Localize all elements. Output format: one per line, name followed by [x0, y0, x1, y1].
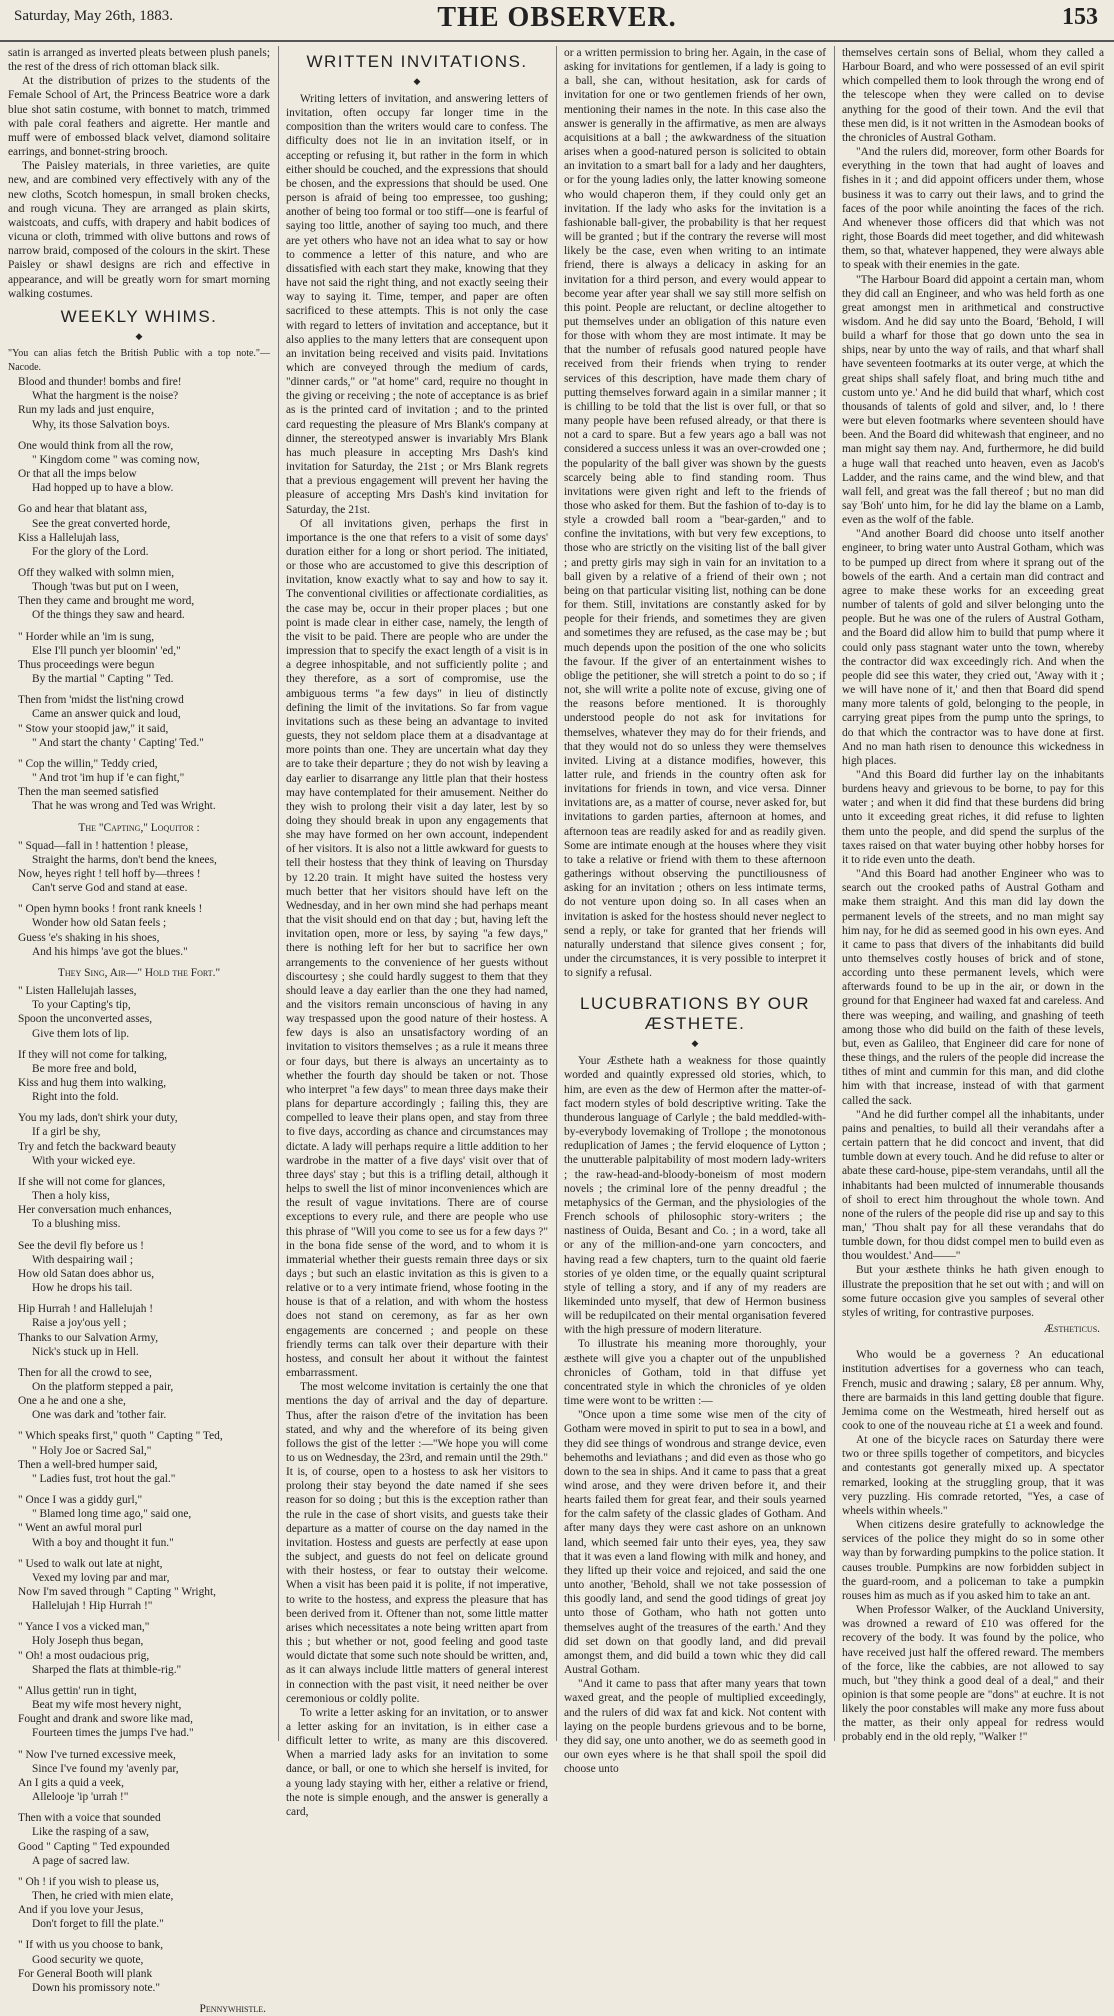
poem-stanza [18, 1748, 270, 1805]
article-paragraph: "And another Board did choose unto itself another engineer, to bring water unto Austral Gotham, which was to be pumped up direct from where it sprang out of the bowels of the earth. And a certain man did contract and agree to make these works for an exceeding great number of talents of gold and silver belonging unto the people. But he was one of the rulers of Austral Gotham, and the Board did allow him to build that pump where it could only pass stagnant water unto the town, whereby the contractor did wax exceedingly rich. And when the people did see this water, they cried out, 'Away with it ; we will have none of it,' and then that Board did spend many more talents of gold, belonging to the people, in carrying great pipes from the pump unto the springs, to do that which the contractor was to have done at first. And no man hath risen to denounce this wickedness in high places. [842, 528, 1104, 767]
poem-line: " Blamed long time ago," said one, [32, 1508, 192, 1521]
poem-line: " And trot 'im hup if 'e can fight," [32, 772, 185, 785]
poem-line: By the martial " Capting " Ted. [32, 673, 174, 686]
article-paragraph: The most welcome invitation is certainly the one that mentions the day of arrival and the day of departure. Thus, after the raison d'etre of the invitation has been stated, and why and the wherefore of its being given follows the gist of the letter :—"We hope you will come to us on Wednesday, the 23rd, and remain until the 29th." It is, of course, open to a hostess to ask her visitors to prolong their stay beyond the date named if she sees reason for so doing ; but this is the exception rather than the rule in the case of short visits, and guests take their departure as a matter of course on the day named in the invitation. Hostess and guests are perfectly at ease upon the subject, and guests do not feel on delicate ground with their hostess, or fear to outstay their welcome. When a visit has been paid it is polite, if not imperative, to write to the hostess, and express the pleasure that has been derived from it. Oftener than not, some little matter arises which necessitates a note being written apart from this ; but whether or not, good feeling and good taste would dictate that some such note should be written, and, as it can always include little matters of general interest in connection with the past visit, it need neither be over ceremonious or coldly polite. [286, 1381, 548, 1705]
poem-stanza [18, 1239, 270, 1296]
article-paragraph: To illustrate his meaning more thoroughly, your æsthete will give you a chapter out of the unpublished chronicles of Gotham, told in that diffuse yet concentrated style in which the chronicles of ye olden time were wont to be written :— [564, 1338, 826, 1408]
poem-line: Down his promissory note." [32, 1981, 161, 1994]
poem-line: How old Satan does abhor us, [18, 1267, 155, 1280]
poem-line: Though 'twas but put on I ween, [32, 581, 179, 594]
article-paragraph: "And this Board had another Engineer who was to search out the crooked paths of Austral Gotham and make them straight. And this man did lay down the permanent levels of the streets, and no man might say him nay, for he did as seemed good in his own eyes. And it came to pass that divers of the inhabitants did build unto themselves costly houses of brick and of stone, according unto these permanent levels, which were afterwards found to be up in the air, or down in the ground for that Engineer had waxed fat and careless. And there was weeping, and wailing, and gnashing of teeth among those who did build on the faith of these levels, but, even as Galileo, that Engineer did care for none of these things, and the rulers of the people did increase the tithes of mint and cummin for this man, and did clothe him with that increase, instead of with that garment called the sack. [842, 868, 1104, 1107]
article-paragraph: Of all invitations given, perhaps the first in importance is the one that refers to a visit of some days' duration either for a long or short period. The initiated, or those who are accustomed to give this description of invitation, know exactly what to say and how to say it. The conventional civilities or affectionate cordialities, as the case may be, occur in their proper places ; but one point is made clear in either case, namely, the length of the visit to be paid. There are people who are under the impression that to specify the exact length of a visit is in a degree inhospitable, and not sufficiently polite ; and they therefore, as a sort of compromise, use the ambiguous terms "a few days" in lieu of distinctly defining the limit of the invitations. So far from vague invitations such as these being an advantage to invited guests, they not seldom place them at a disadvantage at more points than one. They are uncertain what day they are to take their departure ; they do not wish by leaving a day earlier to disarrange any little plan that their hostess may have contemplated for their amusement. Neither do they wish to prolong their visit a day later, lest by so doing they should break in upon any engagements that she may have formed on her own account, independent of her visitors. It is also not a little awkward for guests to tell their hostess that they think of leaving on Thursday by 12.20 train. It might have suited the hostess very much better that her visitors should have left on the Wednesday, and in her own mind she had perhaps meant that the visit should end on that day ; but, having left the invitation open, more or less, by saying "a few days," there is nothing left for her but to sacrifice her own arrangements to the convenience of her guests without discourtesy ; she could hardly suggest to them that they should leave a day earlier than the one they had named, and the visitors remain unconscious of having in any way trespassed upon the good nature of their hostess. A few days is also an unsatisfactory wording of an invitation to visitors themselves ; as a rule it means three or four days, but there is always an uncertainty as to whether the fourth day should be taken or not. Those who interpret "a few days" to mean three days make their plans for departure accordingly ; failing this, they are compelled to leave their plans open, and stay from three to five days, according as chance and circumstances may dictate. A lady will perhaps require a little addition to her wardrobe in the matter of a five days' visit over that of three days' stay ; but this is a trifling detail, although it helps to swell the list of minor inconveniences which are the result of vague invitations. There are of course exceptions to every rule, and there are people who use this phrase of "Will you come to see us for a few days ?" in the bona fide sense of the word, and to whom it is immaterial whether their guests remain three days or six days ; but such an elastic invitation as this is given to a relative or to a very intimate friend, whose footing in the house is that of a relation, and with whom the hostess does not stand on ceremony, as far as her own engagements are concerned ; and people on these friendly terms can talk over their departure with their hostess, and consult her about it without the faintest embarrassment. [286, 517, 548, 1380]
article-signature: Æstheticus. [1043, 1323, 1100, 1336]
poem-part-3 [8, 984, 270, 1995]
poem-line: " Oh! a most oudacious prig, [18, 1649, 150, 1662]
divider-ornament: ◆ [135, 330, 143, 341]
poem-line: Of the things they saw and heard. [32, 609, 185, 622]
article-paragraph: themselves certain sons of Belial, whom they called a Harbour Board, and who were possessed of an evil spirit which compelled them to look through the wrong end of the telescope when they were called on to devise anything for the good of their town. And the evil that these men did, is it not written in the Asmodean books of the chronicles of Austral Gotham. [842, 47, 1104, 144]
column-1 [8, 46, 270, 2016]
poem-line: See the devil fly before us ! [18, 1239, 144, 1252]
poem-line: " Listen Hallelujah lasses, [18, 985, 137, 998]
poem-line: On the platform stepped a pair, [32, 1380, 174, 1393]
poem-stanza [18, 502, 270, 559]
poem-stanza [18, 693, 270, 750]
poem-line: " Ladies fust, trot hout the gal." [32, 1472, 176, 1485]
divider-ornament: ◆ [413, 76, 421, 86]
poem-line: Be more free and bold, [32, 1062, 137, 1075]
poem-line: " Kingdom come " was coming now, [32, 453, 200, 466]
poem-stanza [18, 1938, 270, 1995]
poem-stanza [18, 1111, 270, 1168]
poem-line: One was dark and 'tother fair. [32, 1409, 167, 1422]
poem-line: With a boy and thought it fun." [32, 1536, 174, 1549]
poem-stanza [18, 902, 270, 959]
poem-line: That he was wrong and Ted was Wright. [32, 800, 216, 813]
poem-line: Holy Joseph thus began, [32, 1635, 144, 1648]
poem-stanza [18, 1684, 270, 1741]
divider-ornament: ◆ [691, 1038, 699, 1049]
column-divider [556, 46, 557, 1741]
poem-line: Off they walked with solmn mien, [18, 567, 175, 579]
poem-line: If a girl be shy, [32, 1126, 101, 1139]
poem-line: You my lads, don't shirk your duty, [18, 1112, 178, 1125]
article-paragraph: satin is arranged as inverted pleats between plush panels; the rest of the dress of rich ottoman black silk. [8, 47, 270, 74]
poem-stanza [18, 1875, 270, 1932]
poem-epigraph: "You can alias fetch the British Public with a top note."—Nacode. [8, 347, 270, 373]
poem-line: Hip Hurrah ! and Hallelujah ! [18, 1303, 154, 1316]
poem-line: Allelooje 'ip 'urrah !" [32, 1791, 129, 1804]
poem-line: Now I'm saved through " Capting " Wright, [18, 1586, 216, 1598]
poem-stanza [18, 1302, 270, 1359]
poem-part-2 [8, 839, 270, 959]
poem-line: Right into the fold. [32, 1091, 119, 1104]
poem-stanza [18, 1429, 270, 1486]
poem-stanza [18, 1493, 270, 1550]
masthead-title: THE OBSERVER. [437, 2, 677, 33]
column-4 [842, 46, 1104, 1744]
poem-line: Then they came and brought me word, [18, 595, 195, 608]
lucubrations-heading: LUCUBRATIONS BY OUR ÆSTHETE. [579, 994, 811, 1034]
poem-line: " Holy Joe or Sacred Sal," [32, 1444, 152, 1457]
poem-line: " Once I was a giddy gurl," [18, 1494, 143, 1507]
poem-line: What the hargment is the noise? [32, 390, 179, 403]
poem-line: And his himps 'ave got the blues." [32, 945, 188, 958]
article-paragraph: The Paisley materials, in three varieties, are quite new, and are combined very effectively with any of the new cloths, Scotch homespun, in small broken checks, and rough vicuna. They are arranged as plain skirts, waistcoats, and cuffs, with drapery and habit bodices of vicuna or cloth, trimmed with olive buttons and rows of narrow braid, composed of the colours in the skirt. These Paisley or shawl designs are rich and effective in appearance, and will be greatly worn for smart morning walking costumes. [8, 160, 270, 300]
poem-line: Came an answer quick and loud, [32, 708, 181, 721]
poem-line: " If with us you choose to bank, [18, 1939, 164, 1952]
poem-line: " Used to walk out late at night, [18, 1557, 163, 1570]
poem-line: If she will not come for glances, [18, 1175, 166, 1188]
poem-line: Fourteen times the jumps I've had." [32, 1727, 194, 1740]
poem-line: " And start the chanty ' Capting' Ted." [32, 736, 204, 749]
poem-line: Blood and thunder! bombs and fire! [18, 376, 182, 389]
poem-line: Kiss a Hallelujah lass, [18, 531, 120, 544]
poem-line: One a he and one a she, [18, 1395, 126, 1408]
poem-line: Can't serve God and stand at ease. [32, 882, 188, 895]
poem-part-1 [8, 375, 270, 813]
poem-line: " Went an awful moral purl [18, 1522, 143, 1535]
written-invitations-heading: WRITTEN INVITATIONS. [306, 52, 528, 71]
article-paragraph: But your æsthete thinks he hath given enough to illustrate the preposition that he set out with ; and will on some future occasion give you samples of several other styles of writing, for contrastive purposes. [842, 1264, 1104, 1319]
poem-line: " Yance I vos a vicked man," [18, 1621, 150, 1634]
poem-line: Sharped the flats at thimble-rig." [32, 1663, 182, 1676]
poem-line: " Stow your stoopid jaw," it said, [18, 722, 169, 735]
article-paragraph: "And this Board did further lay on the inhabitants burdens heavy and grievous to be borne, to pay for this water ; and when it did find that these burdens did bring unto it exceeding great riches, it did refuse to lighten them unto the people, and did spend the surplus of the taxes raised on that water buying other hobby horses for it to ride even unto the death. [842, 768, 1104, 866]
poem-line: Good security we quote, [32, 1953, 144, 1966]
article-paragraph: "The Harbour Board did appoint a certain man, whom they did call an Engineer, and who was held forth as one great amongst men in arithmetical and constructive wisdom. And he did say unto the Board, 'Behold, I will build a wharf for those that go down unto the sea in ships, near by unto the way of rails, and that wharf shall have seventeen footmarks at its outer verge, at which the great ships shall safely float, and bring much tithe and custom unto ye.' And he did build that wharf, which cost thousands of talents of gold and silver, and, lo ! there were but eleven footmarks where seventeen should have been. And the Board did whitewash that engineer, and no man might say them nay. And, furthermore, he did build a huge wall that reached unto heaven, even as Jacob's Ladder, and the rains came, and the wind blew, and that wall fell, and great was the fall thereof ; but no man did say 'Boh' unto him, for he did lay the blame on a Lamb, even as the wolf of the fable. [842, 273, 1104, 527]
poem-line: For the glory of the Lord. [32, 545, 149, 558]
article-paragraph: "And it came to pass that after many years that town waxed great, and the people of multiplied exceedingly, and the rulers of did wax fat and kick. Not content with laying on the people burdens grievous and to be borne, they did say, one unto another, we do as seemeth good in our own eyes where is he that shall spoil the spoil did choose unto [564, 1678, 826, 1776]
poem-stanza [18, 566, 270, 623]
poem-line: " Which speaks first," quoth " Capting " Ted, [18, 1430, 223, 1443]
poem-stanza [18, 1811, 270, 1868]
poem-stanza [18, 1557, 270, 1614]
poem-line: An I gits a quid a veek, [18, 1776, 124, 1789]
article-paragraph: Your Æsthete hath a weakness for those quaintly worded and quaintly expressed old stories, which, to him, are even as the dew of Hermon after the matter-of-fact modern styles of bold descriptive writing. Take the thunderous language of Carlyle ; the bald meddled-with-by-everybody lovemaking of Trollope ; the monotonous reduplication of James ; the fervid eloquence of Lytton ; the unutterable palpitability of most modern lady-writers ; the raw-head-and-bloody-boneism of most modern novels ; the criminal lore of the penny dreadful ; the metaphysics of the German, and the physiologies of the French schools of philosophic story-writers ; the nastiness of Ouida, Besant and Co. ; in a word, take all or any of the million-and-one yarn concocters, and having read a few chapters, turn to the quaint old faerie stories of ye olden time, or the equally quaint scriptural style of telling a story, and if any of my readers are likeminded unto myself, that dew of Hermon business will be redupilcated on their mental organisation fevered with the high pressure of modern literature. [564, 1055, 826, 1337]
poem-line: To your Capting's tip, [32, 999, 131, 1012]
poem-line: To a blushing miss. [32, 1218, 121, 1231]
poem-line: Raise a joy'ous yell ; [32, 1317, 127, 1330]
poem-line: Don't forget to fill the plate." [32, 1918, 164, 1931]
page-header [0, 0, 1114, 42]
news-note: Who would be a governess ? An educational institution advertises for a governess who can teach, French, music and drawing ; salary, £8 per annum. Why, there are barmaids in this land getting double that figure. Jemima come on the Westmeath, hired herself out as cook to one of the nouveau riche at £1 a week and found. [842, 1349, 1104, 1432]
article-paragraph: To write a letter asking for an invitation, or to answer a letter asking for an invitation, is in either case a difficult letter to write, as many are this discovered. When a married lady asks for an invitation to some dance, or ball, or one to which she herself is invited, for a young lady staying with her, either a relative or friend, the note is simple enough, and the answer is generally a card, [286, 1706, 548, 1818]
poem-line: Vexed my loving par and mar, [32, 1571, 170, 1584]
weekly-whims-heading: WEEKLY WHIMS. [60, 306, 218, 326]
poem-line: Hallelujah ! Hip Hurrah !" [32, 1600, 153, 1613]
poem-line: Kiss and hug them into walking, [18, 1077, 167, 1089]
poem-line: " Open hymn books ! front rank kneels ! [18, 903, 203, 916]
poem-line: " Cop the willin," Teddy cried, [18, 757, 158, 770]
poem-line: With your wicked eye. [32, 1154, 136, 1167]
poem-line: A page of sacred law. [32, 1854, 130, 1867]
poem-line: Then for all the crowd to see, [18, 1366, 152, 1379]
poem-subheading: The "Capting," Loquitor : [78, 821, 200, 834]
news-note: At one of the bicycle races on Saturday there were two or three spills together of competitors, and bicycles and contestants got generally mixed up. A spectator remarked, looking at the struggling group, that it was very puzzling. His comrade retorted, "Yes, a case of wheels within wheels." [842, 1434, 1104, 1517]
column-2 [286, 46, 548, 1818]
poem-line: Else I'll punch yer bloomin' 'ed," [32, 644, 181, 657]
poem-line: Straight the harms, don't bend the knees, [32, 853, 217, 866]
article-paragraph: "And the rulers did, moreover, form other Boards for everything in the town that had aught of loaves and fishes in it ; and did appoint officers under them, whose business it was to carry out their laws, and to grind the faces of the poor while anointing the faces of the rich. And whenever those officers did that which was not right, those Boards did meet together, and did whitewash them, so that, whatever happened, they were always able to speak with their enemies in the gate. [842, 146, 1104, 272]
poem-line: Now, heyes right ! tell hoff by—threes ! [18, 867, 201, 880]
poem-stanza [18, 1366, 270, 1423]
poem-line: Her conversation much enhances, [18, 1204, 172, 1217]
column-3 [564, 46, 826, 1776]
poem-line: Thus proceedings were begun [18, 658, 155, 671]
poem-line: Then a holy kiss, [32, 1190, 110, 1203]
news-note: When citizens desire gratefully to acknowledge the services of the police they might do so in some other way than by forwarding pumpkins to the police station. It causes trouble. Pumpkins are now forbidden subject in the guard-room, and a policeman to take a pumpkin rouses him as much as if you asked him to take an ant. [842, 1519, 1104, 1602]
poem-line: Since I've found my 'avenly par, [32, 1762, 179, 1775]
poem-stanza [18, 439, 270, 496]
poem-stanza [18, 1048, 270, 1105]
poem-line: One would think from all the row, [18, 439, 174, 452]
poem-stanza [18, 630, 270, 687]
poem-subheading: They Sing, Air—" Hold the Fort." [57, 966, 221, 979]
poem-line: Then with a voice that sounded [18, 1812, 161, 1825]
column-divider [834, 46, 835, 1741]
poem-stanza [18, 839, 270, 896]
poem-line: Give them lots of lip. [32, 1027, 130, 1040]
poem-line: Had hopped up to have a blow. [32, 482, 174, 495]
poem-line: And if you love your Jesus, [18, 1904, 144, 1917]
poem-line: Go and hear that blatant ass, [18, 503, 148, 516]
issue-date: Saturday, May 26th, 1883. [14, 8, 174, 24]
poem-line: " Horder while an 'im is sung, [18, 630, 155, 643]
poem-line: Nick's stuck up in Hell. [32, 1345, 139, 1358]
poem-stanza [18, 757, 270, 814]
poem-line: " Oh ! if you wish to please us, [18, 1875, 160, 1888]
poem-line: Why, its those Salvation boys. [32, 418, 170, 431]
poem-line: Then from 'midst the list'ning crowd [18, 694, 184, 707]
poem-line: Spoon the unconverted asses, [18, 1013, 153, 1026]
poem-line: Fought and drank and swore like mad, [18, 1713, 193, 1726]
poem-line: Then the man seemed satisfied [18, 786, 159, 799]
poem-line: See the great converted horde, [32, 517, 171, 530]
article-paragraph: "And he did further compel all the inhabitants, under pains and penalties, to build all their verandahs after a certain pattern that he did concoct and invent, that did tumble down at every touch. And he did refuse to alter or abate these card-house, pipe-stem verandahs, until all the inhabitants had been mulcted of innumerable thousands of shoil to erect him throughout the whole town. And none of the rulers of the people did rise up and say to this man,' 'Thou shalt pay for all these verandahs that do tumble down, for thou didst compel men to build even as thou wouldest.' And——" [842, 1108, 1104, 1263]
poem-line: " Squad—fall in ! hattention ! please, [18, 839, 189, 852]
poem-line: Then, he cried with mien elate, [32, 1889, 174, 1902]
article-paragraph: "Once upon a time some wise men of the city of Gotham were moved in spirit to put to sea in a bowl, and they did see things of wondrous and strange device, even behemoths and leviathans ; and did even as those who go down to the sea in ships. And it came to pass that a great wind arose, and they were driven before it, and their hearts failed them for great fear, and their souls yearned for the calm safety of the classic glades of Gotham. And after many days they were cast ashore on an unknown land, which seemed fair unto their eyes, yea, they saw that it was even a land flowing with milk and honey, and they lifted up their voice and rejoiced, and said the one unto another, 'Behold, shall we not take possession of this goodly land, and send the good tidings of great joy unto those of Gotham, who hath not gotten unto themselves aught of the treasures of the earth.' And they did set down on that goodly land, and did prevail amongst them, and did build a town whic they did call Austral Gotham. [564, 1409, 826, 1677]
poem-line: Try and fetch the backward beauty [18, 1140, 177, 1153]
poem-signature: Pennywhistle. [199, 2003, 266, 2016]
poem-line: Thanks to our Salvation Army, [18, 1331, 159, 1344]
poem-line: How he drops his tail. [32, 1282, 133, 1295]
poem-stanza [18, 375, 270, 432]
poem-line: Good " Capting " Ted expounded [18, 1840, 170, 1853]
poem-line: For General Booth will plank [18, 1967, 153, 1980]
poem-line: Run my lads and just enquire, [18, 404, 155, 417]
article-paragraph: Writing letters of invitation, and answering letters of invitation, often occupy far longer time in the composition than the writers would care to confess. The difficulty does not lie in an invitation itself, or in accepting or refusing it, but rather in the form in which either should be couched, and the expressions that should be chosen, and the expressions that should be used. One person is afraid of being too empressee, too gushing; another of being too formal or too stiff—one is fearful of saying too little, another of saying too much, and there are yet others who have not an idea what to say or how to commence a letter of this nature, and who are dissatisfied with each start they make, knowing that they have not said the right thing, and not exactly seeing their way to saying it. Time, temper, and paper are often sacrificed to these attempts. This is not only the case with regard to letters of invitation and acceptance, but it also applies to the many letters that are consequent upon an invitation being received and visits paid. Invitations which are conveyed through the medium of cards, "dinner cards," or "at home" card, require no thought in the giving or receiving ; the note of acceptance is as brief as is the printed card of invitation ; and to the printed card requesting the pleasure of Mrs Blank's company at dinner, the stereotyped answer is invariably Mrs Blank has much pleasure in accepting Mrs Dash's kind invitation for Saturday, the 21st ; or Mrs Blank regrets that a previous engagement will prevent her having the pleasure of accepting Mrs Dash's kind invitation for Saturday, the 21st. [286, 93, 548, 516]
poem-line: If they will not come for talking, [18, 1048, 167, 1061]
news-note: When Professor Walker, of the Auckland University, was drowned a reward of £10 was offered for the recovery of the body. It was found by the police, who have received just half the offered reward. The members of the force, like the cabbies, are not allowed to say much, but "they think a good deal of a deal," and their opinion is that some people are "dons" at euchre. It is not likely the poor constables will make any more fuss about the matter, as their only appeal for redress would probably end in the old reply, "Walker !" [842, 1604, 1104, 1744]
poem-line: Or that all the imps below [18, 468, 137, 481]
poem-line: Beat my wife most hevery night, [32, 1699, 182, 1712]
poem-line: With despairing wail ; [32, 1253, 134, 1266]
poem-line: Then a well-bred humper said, [18, 1458, 158, 1471]
article-paragraph: At the distribution of prizes to the students of the Female School of Art, the Princess Beatrice wore a dark blue shot satin costume, with bonnet to match, trimmed with pale coral feathers and aigrette. Her mantle and muff were of embossed black velvet, diamond solitaire earrings, and bonnet-string brooch. [8, 75, 270, 159]
column-divider [278, 46, 279, 1741]
poem-stanza [18, 984, 270, 1041]
poem-stanza [18, 1620, 270, 1677]
poem-line: Guess 'e's shaking in his shoes, [18, 931, 160, 944]
article-paragraph: or a written permission to bring her. Again, in the case of asking for invitations for gentlemen, if a lady is going to a ball, she can, without hesitation, ask for cards of invitation for one or two gentlemen friends of her own, mentioning their names in the note. In this case also the answer is generally in the affirmative, as men are always acquisitions at a ball ; the awkwardness of the situation arises when a good-natured person is solicited to obtain an invitation to a smart ball for a lady and her daughters, or for the young ladies only, the latter knowing someone who would chaperon them, if they could only get an invitation. If the lady who asks for the invitation is a fashionable ball-giver, the probability is that her request will be granted ; but if the contrary the reverse will most likely be the case, even when writing to an intimate friend, there is always a delicacy in asking for an invitation for a third person, and every would appear to become year after year shall we say still more selfish on this point. People are reluctant, or decline altogether to put themselves under an obligation of this nature even for those with whom they are most intimate. It may be that the number of refusals good natured people have received from their friends when trying to render services of this description, have made them chary of putting themselves forward again in a similar manner ; it is chilling to be told that the list is over full, or that so many people have been refused already, or that there is not a card to spare. But a few years ago a ball was not considered a success unless it was an over-crowded one ; the popularity of the ball giver was shown by the guests scarcely being able to find standing room. Thus invitations were given right and left to the friends of those who asked for them. But the fashion of to-day is to style a crowded ball room a "bear-garden," and to confine the invitations, with but very few exceptions, to those who are strictly on the visiting list of the ball giver ; and pretty girls may sigh in vain for an invitation to a ball given by a relative of a friend of their own ; not being on that particular visiting list, nothing can be done for them. Still, invitations are constantly asked for by people for their friends, and sometimes they are given and sometimes they are refused, as the case may be ; but much depends upon the position of the one who solicits the favour. If the giver of an entertainment wishes to oblige the petitioner, she will stretch a point to do so ; if not, she will write a polite note of excuse, giving one of the reasons before mentioned. It is thoroughly understood people do not ask for invitations for themselves, whatever they may do for their friends, and that they would not do so unless they were themselves invited. Living at a distance modifies, however, this latter rule, and friends in the country often ask for invitations for friends in town, and vice versa. Dinner invitations are, as a matter of course, never asked for, but invitations to garden parties, afternoon at homes, and afternoon teas are readily asked for and as readily given. Some are intimate enough at the houses where they visit to take a relative or friend with them to these afternoon gatherings without observing the punctiliousness of asking for an invitation ; others on less intimate terms, do not venture upon doing so. In all cases when an invitation is asked for the hostess should never neglect to send a reply, or take for granted that her friends will naturally understand that silence gives consent ; for, under the circumstances, it is very possible to interpret it to signify a refusal. [564, 47, 826, 980]
poem-stanza [18, 1175, 270, 1232]
poem-line: Wonder how old Satan feels ; [32, 917, 167, 930]
poem-line: Like the rasping of a saw, [32, 1826, 149, 1839]
poem-line: " Now I've turned excessive meek, [18, 1748, 176, 1761]
page-number: 153 [1062, 4, 1098, 30]
poem-line: " Allus gettin' run in tight, [18, 1684, 137, 1697]
